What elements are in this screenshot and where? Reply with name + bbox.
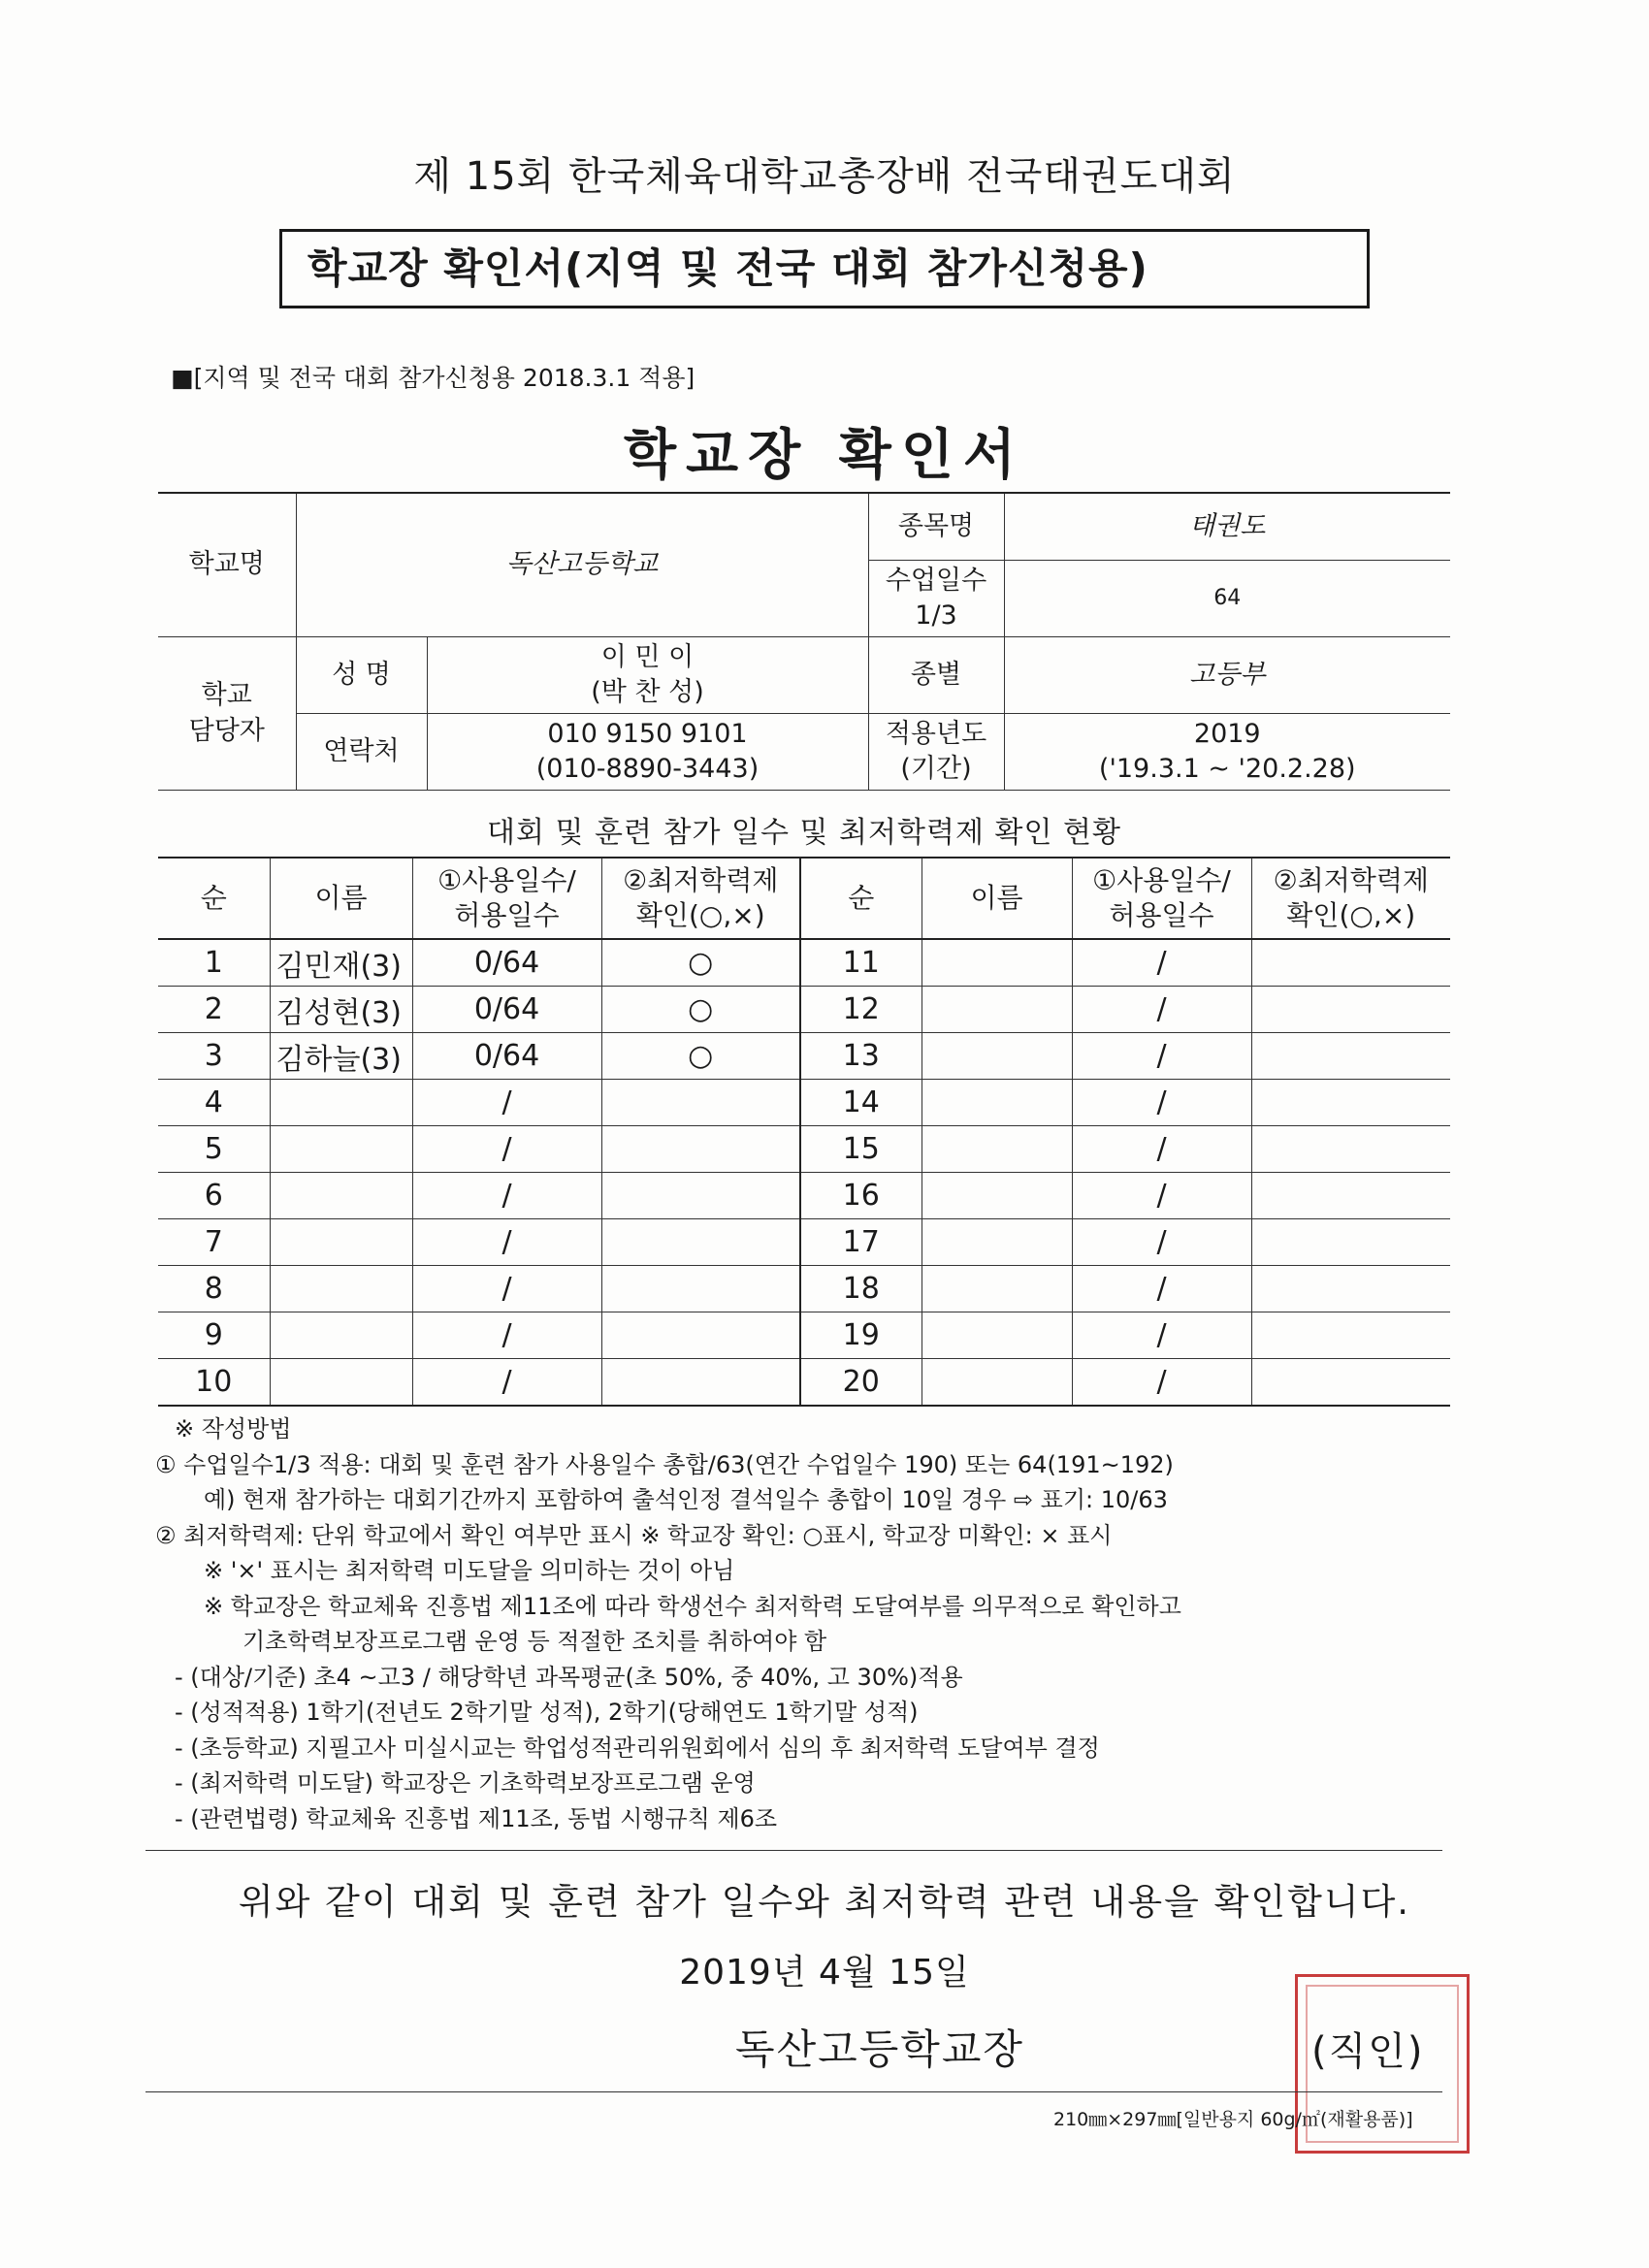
row-name bbox=[270, 1126, 412, 1173]
col-name-header: 이름 bbox=[270, 858, 412, 939]
row-no-right: 17 bbox=[800, 1219, 922, 1266]
class-days-label-line2: 1/3 bbox=[915, 600, 957, 631]
sport-value: 태권도 bbox=[1004, 493, 1450, 561]
row-days: 0/64 bbox=[412, 1033, 601, 1080]
row-days-right: / bbox=[1072, 987, 1251, 1033]
row-name: 김하늘(3) bbox=[270, 1033, 412, 1080]
page-title: 학교장 확인서 bbox=[623, 424, 1026, 487]
col-check-header bbox=[601, 858, 800, 939]
school-info-table bbox=[158, 492, 1450, 791]
row-days: / bbox=[412, 1080, 601, 1126]
row-days: / bbox=[412, 1312, 601, 1359]
col-check-header-line1: ②최저학력제 bbox=[623, 863, 779, 896]
row-no: 5 bbox=[158, 1126, 270, 1173]
row-check bbox=[601, 1359, 800, 1407]
row-days: / bbox=[412, 1266, 601, 1312]
row-name-right bbox=[922, 1312, 1072, 1359]
row-days-right: / bbox=[1072, 939, 1251, 987]
row-name: 김민재(3) bbox=[270, 939, 412, 987]
row-no-right: 12 bbox=[800, 987, 922, 1033]
issue-date: 2019년 4월 15일 bbox=[679, 1953, 970, 1993]
writing-instructions bbox=[155, 1411, 1465, 1836]
note-line: - (최저학력 미도달) 학교장은 기초학력보장프로그램 운영 bbox=[175, 1769, 756, 1797]
class-days-label-line1: 수업일수 bbox=[885, 565, 987, 596]
row-name-right bbox=[922, 1219, 1072, 1266]
person-name-line2: (박 찬 성) bbox=[591, 677, 704, 707]
table-row bbox=[158, 1359, 1450, 1407]
note-line: - (초등학교) 지필고사 미실시교는 학업성적관리위원회에서 심의 후 최저학력 도달여부 결정 bbox=[175, 1733, 1100, 1762]
notes-heading: ※ 작성방법 bbox=[175, 1415, 292, 1442]
row-check-right bbox=[1251, 1173, 1450, 1219]
row-check-right bbox=[1251, 939, 1450, 987]
table-row bbox=[158, 987, 1450, 1033]
row-name-right bbox=[922, 1033, 1072, 1080]
year-label bbox=[868, 714, 1004, 791]
row-no: 2 bbox=[158, 987, 270, 1033]
row-days-right: / bbox=[1072, 1266, 1251, 1312]
row-check bbox=[601, 1312, 800, 1359]
table-row bbox=[158, 1312, 1450, 1359]
row-days: / bbox=[412, 1173, 601, 1219]
row-check-right bbox=[1251, 987, 1450, 1033]
divider bbox=[146, 1850, 1442, 1851]
row-name bbox=[270, 1266, 412, 1312]
event-title: 제 15회 한국체육대학교총장배 전국태권도대회 bbox=[413, 154, 1236, 199]
col-days-header-line1: ①사용일수/ bbox=[437, 863, 576, 896]
col-days-header-right bbox=[1072, 858, 1251, 939]
row-days: / bbox=[412, 1219, 601, 1266]
person-name-label: 성 명 bbox=[296, 637, 427, 714]
row-name-right bbox=[922, 1359, 1072, 1407]
row-no: 6 bbox=[158, 1173, 270, 1219]
paper-spec: 210㎜×297㎜[일반용지 60g/㎡(재활용품)] bbox=[1053, 2109, 1413, 2130]
col-no-header: 순 bbox=[158, 858, 270, 939]
contact-line2: (010-8890-3443) bbox=[535, 754, 760, 784]
year-label-line1: 적용년도 bbox=[885, 718, 987, 749]
note-line: ① 수업일수1/3 적용: 대회 및 훈련 참가 사용일수 총합/63(연간 수업일수 190) 또는 64(191~192) bbox=[155, 1450, 1174, 1478]
row-no: 8 bbox=[158, 1266, 270, 1312]
person-name-value bbox=[427, 637, 868, 714]
table-row bbox=[158, 1219, 1450, 1266]
row-no-right: 11 bbox=[800, 939, 922, 987]
row-name bbox=[270, 1173, 412, 1219]
principal-title: 독산고등학교장 bbox=[735, 2025, 1025, 2073]
participation-table bbox=[158, 857, 1450, 1407]
row-check-right bbox=[1251, 1312, 1450, 1359]
row-name bbox=[270, 1359, 412, 1407]
note-line: ② 최저학력제: 단위 학교에서 확인 여부만 표시 ※ 학교장 확인: ○표시, 학교장 미확인: × 표시 bbox=[155, 1521, 1113, 1549]
row-no: 3 bbox=[158, 1033, 270, 1080]
row-check bbox=[601, 1219, 800, 1266]
table-row bbox=[158, 1126, 1450, 1173]
manager-label-line2: 담당자 bbox=[188, 715, 265, 746]
col-no-header-right: 순 bbox=[800, 858, 922, 939]
row-no: 4 bbox=[158, 1080, 270, 1126]
table-row bbox=[158, 1266, 1450, 1312]
row-days-right: / bbox=[1072, 1033, 1251, 1080]
note-line: ※ 학교장은 학교체육 진흥법 제11조에 따라 학생선수 최저학력 도달여부를 의무적으로 확인하고 bbox=[204, 1592, 1181, 1620]
contact-value bbox=[427, 714, 868, 791]
row-check bbox=[601, 1126, 800, 1173]
note-line: - (대상/기준) 초4 ~고3 / 해당학년 과목평균(초 50%, 중 40%, 고 30%)적용 bbox=[175, 1663, 963, 1691]
row-days-right: / bbox=[1072, 1359, 1251, 1407]
year-value bbox=[1004, 714, 1450, 791]
row-check: ○ bbox=[601, 939, 800, 987]
row-days: / bbox=[412, 1359, 601, 1407]
table-row bbox=[158, 1080, 1450, 1126]
row-name-right bbox=[922, 1080, 1072, 1126]
row-days: 0/64 bbox=[412, 987, 601, 1033]
seal-label: (직인) bbox=[1311, 2029, 1425, 2074]
col-check-header-right-line2: 확인(○,×) bbox=[1286, 899, 1416, 931]
manager-label-line1: 학교 bbox=[201, 680, 252, 711]
row-days-right: / bbox=[1072, 1173, 1251, 1219]
person-name-line1: 이 민 이 bbox=[600, 641, 695, 672]
section-title: 대회 및 훈련 참가 일수 및 최저학력제 확인 현황 bbox=[487, 816, 1121, 850]
col-days-header-right-line1: ①사용일수/ bbox=[1092, 863, 1231, 896]
row-check-right bbox=[1251, 1359, 1450, 1407]
sport-label: 종목명 bbox=[868, 493, 1004, 561]
row-check bbox=[601, 1266, 800, 1312]
application-notice: ■[지역 및 전국 대회 참가신청용 2018.3.1 적용] bbox=[171, 364, 695, 392]
row-no-right: 18 bbox=[800, 1266, 922, 1312]
col-days-header-right-line2: 허용일수 bbox=[1109, 899, 1214, 931]
row-check-right bbox=[1251, 1080, 1450, 1126]
row-no-right: 14 bbox=[800, 1080, 922, 1126]
row-no: 10 bbox=[158, 1359, 270, 1407]
row-name-right bbox=[922, 939, 1072, 987]
table-header-row bbox=[158, 858, 1450, 939]
year-label-line2: (기간) bbox=[900, 754, 972, 784]
col-check-header-right-line1: ②최저학력제 bbox=[1273, 863, 1429, 896]
contact-label: 연락처 bbox=[296, 714, 427, 791]
row-check: ○ bbox=[601, 987, 800, 1033]
note-line: 기초학력보장프로그램 운영 등 적절한 조치를 취하여야 함 bbox=[242, 1628, 827, 1655]
note-line: - (관련법령) 학교체육 진흥법 제11조, 동법 시행규칙 제6조 bbox=[175, 1804, 778, 1832]
confirmation-statement: 위와 같이 대회 및 훈련 참가 일수와 최저학력 관련 내용을 확인합니다. bbox=[238, 1881, 1411, 1923]
note-line: 예) 현재 참가하는 대회기간까지 포함하여 출석인정 결석일수 총합이 10일 경우 ⇨ 표기: 10/63 bbox=[204, 1486, 1168, 1513]
row-check: ○ bbox=[601, 1033, 800, 1080]
row-days: 0/64 bbox=[412, 939, 601, 987]
row-days-right: / bbox=[1072, 1126, 1251, 1173]
col-days-header bbox=[412, 858, 601, 939]
row-days: / bbox=[412, 1126, 601, 1173]
category-label: 종별 bbox=[868, 637, 1004, 714]
class-days-label bbox=[868, 561, 1004, 637]
col-name-header-right: 이름 bbox=[922, 858, 1072, 939]
year-line2: ('19.3.1 ~ '20.2.28) bbox=[1098, 754, 1356, 784]
contact-line1: 010 9150 9101 bbox=[547, 718, 748, 749]
col-check-header-right bbox=[1251, 858, 1450, 939]
row-check bbox=[601, 1173, 800, 1219]
form-title-box: 학교장 확인서(지역 및 전국 대회 참가신청용) bbox=[279, 229, 1370, 308]
year-line1: 2019 bbox=[1193, 718, 1261, 749]
row-name bbox=[270, 1219, 412, 1266]
row-check-right bbox=[1251, 1266, 1450, 1312]
row-check-right bbox=[1251, 1219, 1450, 1266]
row-days-right: / bbox=[1072, 1312, 1251, 1359]
row-no-right: 15 bbox=[800, 1126, 922, 1173]
row-days-right: / bbox=[1072, 1080, 1251, 1126]
manager-label bbox=[158, 637, 296, 791]
school-name-value: 독산고등학교 bbox=[296, 493, 868, 637]
row-days-right: / bbox=[1072, 1219, 1251, 1266]
col-days-header-line2: 허용일수 bbox=[454, 899, 560, 931]
row-no-right: 13 bbox=[800, 1033, 922, 1080]
class-days-value: 64 bbox=[1004, 561, 1450, 637]
note-line: ※ '×' 표시는 최저학력 미도달을 의미하는 것이 아님 bbox=[204, 1557, 735, 1584]
category-value: 고등부 bbox=[1004, 637, 1450, 714]
table-row bbox=[158, 939, 1450, 987]
note-line: - (성적적용) 1학기(전년도 2학기말 성적), 2학기(당해연도 1학기말 성적) bbox=[175, 1699, 919, 1726]
row-no-right: 16 bbox=[800, 1173, 922, 1219]
row-name-right bbox=[922, 987, 1072, 1033]
divider bbox=[146, 2091, 1442, 2092]
row-name-right bbox=[922, 1266, 1072, 1312]
table-row bbox=[158, 1173, 1450, 1219]
school-name-label: 학교명 bbox=[158, 493, 296, 637]
row-no-right: 19 bbox=[800, 1312, 922, 1359]
row-no: 9 bbox=[158, 1312, 270, 1359]
table-row bbox=[158, 1033, 1450, 1080]
row-no: 1 bbox=[158, 939, 270, 987]
row-check bbox=[601, 1080, 800, 1126]
row-name: 김성현(3) bbox=[270, 987, 412, 1033]
row-name bbox=[270, 1312, 412, 1359]
row-no: 7 bbox=[158, 1219, 270, 1266]
row-name-right bbox=[922, 1173, 1072, 1219]
row-no-right: 20 bbox=[800, 1359, 922, 1407]
row-check-right bbox=[1251, 1033, 1450, 1080]
col-check-header-line2: 확인(○,×) bbox=[635, 899, 765, 931]
row-check-right bbox=[1251, 1126, 1450, 1173]
row-name-right bbox=[922, 1126, 1072, 1173]
row-name bbox=[270, 1080, 412, 1126]
